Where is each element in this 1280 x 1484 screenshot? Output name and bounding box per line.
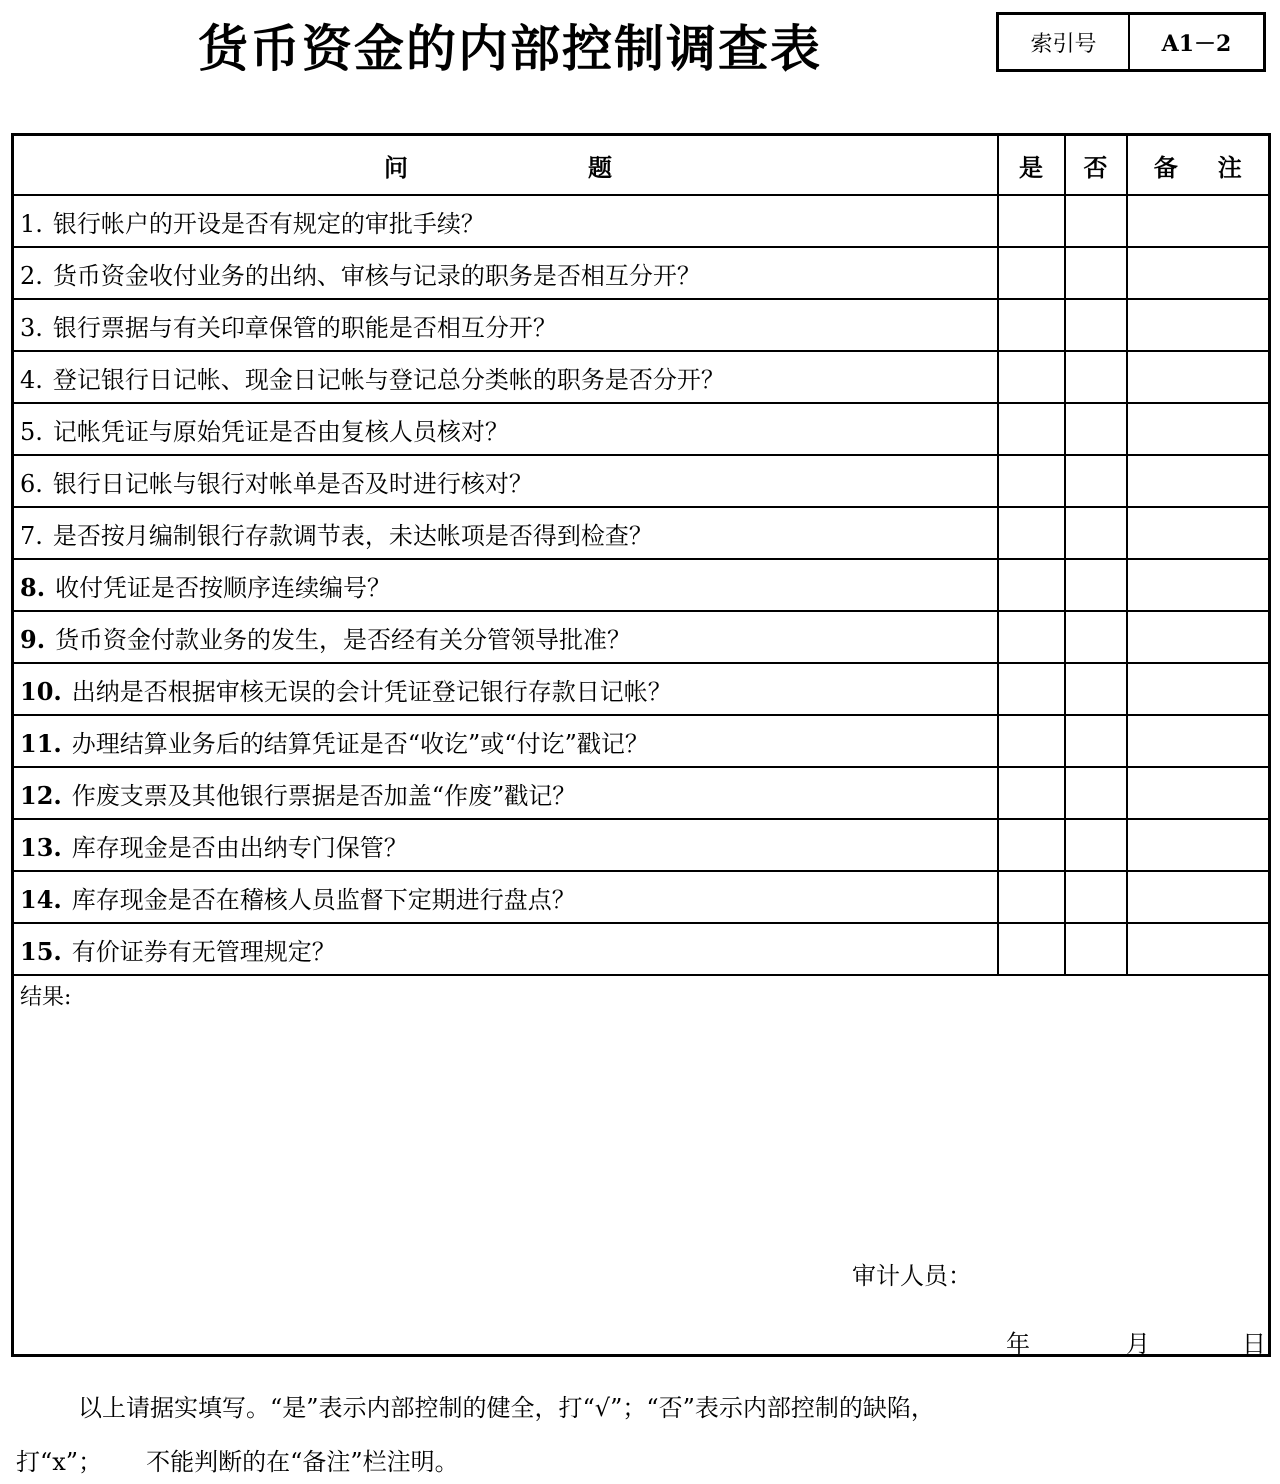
question-text: 银行票据与有关印章保管的职能是否相互分开？ (52, 313, 557, 342)
index-label: 索引号 (999, 15, 1130, 69)
survey-table (11, 133, 1271, 1357)
remark-cell[interactable] (1127, 611, 1270, 663)
question-text: 作废支票及其他银行票据是否加盖“作废”戳记？ (71, 781, 577, 810)
date-month: 月 (1126, 1330, 1150, 1358)
question-number: 10. (20, 676, 62, 706)
table-row (13, 819, 1270, 871)
question-cell (13, 715, 998, 767)
no-cell[interactable] (1065, 455, 1127, 507)
yes-cell[interactable] (998, 247, 1065, 299)
table-row (13, 611, 1270, 663)
header-question (13, 135, 998, 196)
no-cell[interactable] (1065, 871, 1127, 923)
question-cell (13, 559, 998, 611)
header-question-2: 题 (588, 152, 612, 182)
header-no: 否 (1065, 135, 1127, 196)
note-line-1: 以上请据实填写。“是”表示内部控制的健全，打“√”；“否”表示内部控制的缺陷， (78, 1394, 935, 1422)
header-question-1: 问 (384, 152, 408, 182)
header-remark-2: 注 (1217, 152, 1242, 182)
question-text: 库存现金是否在稽核人员监督下定期进行盘点？ (71, 885, 576, 914)
question-text: 办理结算业务后的结算凭证是否“收讫”或“付讫”戳记？ (71, 729, 649, 758)
table-row (13, 923, 1270, 975)
table-row (13, 767, 1270, 819)
question-cell (13, 507, 998, 559)
yes-cell[interactable] (998, 715, 1065, 767)
note-line-2a: 打“x”； (16, 1448, 103, 1476)
result-label: 结果: (20, 985, 72, 1010)
question-text: 记帐凭证与原始凭证是否由复核人员核对？ (52, 417, 509, 446)
question-cell (13, 611, 998, 663)
remark-cell[interactable] (1127, 299, 1270, 351)
remark-cell[interactable] (1127, 819, 1270, 871)
question-cell (13, 455, 998, 507)
question-cell (13, 767, 998, 819)
remark-cell[interactable] (1127, 559, 1270, 611)
question-cell (13, 403, 998, 455)
no-cell[interactable] (1065, 923, 1127, 975)
question-text: 登记银行日记帐、现金日记帐与登记总分类帐的职务是否分开？ (52, 365, 725, 394)
date-day: 日 (1242, 1330, 1266, 1358)
date-year: 年 (1006, 1330, 1030, 1358)
question-text: 库存现金是否由出纳专门保管？ (71, 833, 408, 862)
no-cell[interactable] (1065, 559, 1127, 611)
table-row (13, 871, 1270, 923)
remark-cell[interactable] (1127, 923, 1270, 975)
remark-cell[interactable] (1127, 403, 1270, 455)
index-box (996, 12, 1266, 72)
question-number: 6. (20, 469, 43, 498)
question-number: 14. (20, 884, 62, 914)
yes-cell[interactable] (998, 559, 1065, 611)
remark-cell[interactable] (1127, 871, 1270, 923)
question-cell (13, 871, 998, 923)
question-text: 货币资金付款业务的发生，是否经有关分管领导批准？ (55, 625, 632, 654)
no-cell[interactable] (1065, 715, 1127, 767)
question-cell (13, 247, 998, 299)
table-row (13, 247, 1270, 299)
no-cell[interactable] (1065, 247, 1127, 299)
yes-cell[interactable] (998, 195, 1065, 247)
index-value: A1－2 (1161, 30, 1232, 57)
yes-cell[interactable] (998, 611, 1065, 663)
question-cell (13, 819, 998, 871)
question-number: 15. (20, 936, 62, 966)
question-number: 1. (20, 209, 43, 238)
table-row (13, 663, 1270, 715)
question-number: 2. (20, 261, 43, 290)
yes-cell[interactable] (998, 663, 1065, 715)
question-number: 3. (20, 313, 43, 342)
question-cell (13, 663, 998, 715)
question-cell (13, 195, 998, 247)
no-cell[interactable] (1065, 195, 1127, 247)
remark-cell[interactable] (1127, 195, 1270, 247)
table-row (13, 507, 1270, 559)
yes-cell[interactable] (998, 871, 1065, 923)
table-row (13, 715, 1270, 767)
question-text: 出纳是否根据审核无误的会计凭证登记银行存款日记帐？ (71, 677, 672, 706)
no-cell[interactable] (1065, 611, 1127, 663)
no-cell[interactable] (1065, 351, 1127, 403)
question-text: 有价证券有无管理规定？ (71, 937, 336, 966)
question-cell (13, 299, 998, 351)
table-row (13, 195, 1270, 247)
remark-cell[interactable] (1127, 455, 1270, 507)
yes-cell[interactable] (998, 767, 1065, 819)
question-text: 银行帐户的开设是否有规定的审批手续？ (52, 209, 485, 238)
no-cell[interactable] (1065, 767, 1127, 819)
question-number: 8. (20, 572, 46, 602)
question-number: 13. (20, 832, 62, 862)
no-cell[interactable] (1065, 403, 1127, 455)
question-number: 11. (20, 728, 62, 758)
question-number: 12. (20, 780, 62, 810)
remark-cell[interactable] (1127, 663, 1270, 715)
no-cell[interactable] (1065, 663, 1127, 715)
remark-cell[interactable] (1127, 351, 1270, 403)
auditor-label: 审计人员： (852, 1262, 972, 1290)
question-number: 5. (20, 417, 43, 446)
table-row (13, 299, 1270, 351)
no-cell[interactable] (1065, 819, 1127, 871)
no-cell[interactable] (1065, 507, 1127, 559)
question-text: 货币资金收付业务的出纳、审核与记录的职务是否相互分开？ (52, 261, 701, 290)
yes-cell[interactable] (998, 507, 1065, 559)
note-line-2 (16, 1442, 459, 1477)
yes-cell[interactable] (998, 455, 1065, 507)
remark-cell[interactable] (1127, 767, 1270, 819)
yes-cell[interactable] (998, 403, 1065, 455)
yes-cell[interactable] (998, 351, 1065, 403)
table-row (13, 559, 1270, 611)
question-text: 是否按月编制银行存款调节表，未达帐项是否得到检查？ (52, 521, 653, 550)
table-row (13, 403, 1270, 455)
question-number: 9. (20, 624, 46, 654)
header-row (13, 135, 1270, 196)
remark-cell[interactable] (1127, 715, 1270, 767)
header-yes: 是 (998, 135, 1065, 196)
remark-cell[interactable] (1127, 247, 1270, 299)
remark-cell[interactable] (1127, 507, 1270, 559)
note-line-2b: 不能判断的在“备注”栏注明。 (146, 1448, 459, 1476)
yes-cell[interactable] (998, 923, 1065, 975)
question-text: 收付凭证是否按顺序连续编号？ (55, 573, 392, 602)
header-remark (1127, 135, 1270, 196)
no-cell[interactable] (1065, 299, 1127, 351)
table-row (13, 351, 1270, 403)
yes-cell[interactable] (998, 819, 1065, 871)
result-row (13, 975, 1270, 1356)
page-title: 货币资金的内部控制调查表 (198, 20, 822, 78)
table-row (13, 455, 1270, 507)
header-remark-1: 备 (1153, 152, 1178, 182)
question-cell (13, 351, 998, 403)
question-number: 4. (20, 365, 43, 394)
question-cell (13, 923, 998, 975)
yes-cell[interactable] (998, 299, 1065, 351)
question-number: 7. (20, 521, 43, 550)
question-text: 银行日记帐与银行对帐单是否及时进行核对？ (52, 469, 533, 498)
result-cell (13, 975, 1270, 1356)
